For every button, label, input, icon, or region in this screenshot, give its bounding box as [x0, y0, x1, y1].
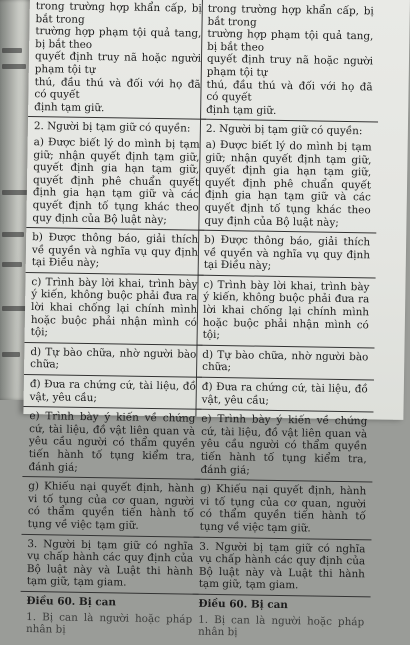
obligations-section: 3. Người bị tạm giữ có nghĩa vụ chấp hành các quy định của Bộ luật này và Luật thi hành tạm giữ, tạm giam. — [26, 537, 194, 589]
row-rule — [25, 342, 203, 346]
article-first-line: 1. Bị can là người hoặc pháp nhân bị — [197, 613, 365, 639]
rights-item: đ) Đưa ra chứng cứ, tài liệu, đồ vật, yêu cầu; — [201, 380, 368, 407]
row-rule — [22, 533, 200, 537]
edge-text-fragment — [2, 232, 24, 237]
rights-item: g) Khiếu nại quyết định, hành vi tố tụng của cơ quan, người có thẩm quyền tiến hành tố tụng về việc tạm giữ. — [27, 480, 195, 532]
row-rule — [26, 272, 204, 276]
rights-item: b) Được thông báo, giải thích về quyền và nghĩa vụ quy định tại Điều này; — [203, 233, 371, 273]
intro-line: thú, đầu thú và đối với họ đã có quyết — [34, 75, 201, 101]
row-rule — [196, 345, 374, 349]
edge-text-fragment — [2, 262, 22, 267]
intro-line: trong trường hợp khẩn cấp, bị bắt trong — [35, 0, 202, 26]
rights-item: đ) Đưa ra chứng cứ, tài liệu, đồ vật, yêu cầu; — [29, 378, 196, 404]
intro-line: trường hợp phạm tội quả tang, bị bắt theo — [207, 27, 374, 54]
rights-item: c) Trình bày lời khai, trình bày ý kiến, không buộc phải đưa ra lời khai chống lại chính mình hoặc buộc phải nhận mình có tội; — [30, 275, 198, 339]
obligations-section: 3. Người bị tạm giữ có nghĩa vụ chấp hành các quy định của Bộ luật này và Luật thi hành tạm giữ, tạm giam. — [198, 540, 366, 592]
intro-text — [206, 3, 374, 119]
row-rule — [194, 479, 372, 483]
intro-line: quyết định truy nã hoặc người phạm tội tự — [34, 50, 202, 77]
row-rule — [22, 476, 200, 480]
article-heading: Điều 60. Bị can — [26, 594, 117, 609]
edge-text-fragment — [2, 306, 26, 311]
rights-item: e) Trình bày ý kiến về chứng cứ, tài liệu, đồ vật liên quan và yêu cầu người có thẩm quyền tiến hành tố tụng kiểm tra, đánh giá; — [28, 410, 196, 474]
section-title: 2. Người bị tạm giữ có quyền: — [205, 123, 363, 138]
row-rule — [193, 536, 371, 540]
edge-text-fragment — [2, 48, 22, 53]
article-first-line: 1. Bị can là người hoặc pháp nhân bị — [25, 610, 193, 636]
rights-item: e) Trình bày ý kiến về chứng cứ, tài liệu, đồ vật liên quan và yêu cầu người có thẩm quyền tiến hành tố tụng kiểm tra, đánh giá; — [200, 412, 368, 477]
intro-line: quyết định truy nã hoặc người phạm tội tự — [206, 53, 374, 79]
row-rule — [26, 227, 204, 231]
row-rule — [198, 275, 376, 279]
intro-line: định tạm giữ. — [206, 103, 277, 117]
rights-item: b) Được thông báo, giải thích về quyền và nghĩa vụ quy định tại Điều này; — [31, 231, 199, 270]
edge-text-fragment — [2, 64, 26, 69]
row-rule — [193, 594, 371, 598]
intro-line: thú, đầu thú và đối với họ đã có quyết — [206, 78, 373, 104]
rights-item: g) Khiếu nại quyết định, hành vi tố tụng của cơ quan, người có thẩm quyền tiến hành tố tụng về việc tạm giữ. — [199, 482, 367, 535]
section-title: 2. Người bị tạm giữ có quyền: — [33, 120, 191, 135]
rights-item: d) Tự bào chữa, nhờ người bào chữa; — [30, 345, 197, 371]
rights-item: c) Trình bày lời khai, trình bày ý kiến, không buộc phải đưa ra lời khai chống lại chính mình hoặc buộc phải nhận mình có tội; — [202, 278, 370, 342]
row-rule — [24, 374, 202, 378]
intro-text — [34, 0, 202, 116]
edge-text-fragment — [2, 352, 20, 357]
left-column — [26, 0, 202, 641]
rights-item: a) Được biết lý do mình bị tạm giữ; nhận quyết định tạm giữ, quyết định gia hạn tạm giữ, quyết định phê chuẩn quyết định gia hạn tạm giữ và các quyết định tố tụng khác theo quy định của Bộ luật này; — [32, 136, 200, 226]
article-heading: Điều 60. Bị can — [198, 597, 288, 612]
rights-item: a) Được biết lý do mình bị tạm giữ; nhận quyết định tạm giữ, quyết định gia hạn tạm giữ, quyết định phê chuẩn quyết định gia hạn tạm giữ và các quyết định tố tụng khác theo quy định của Bộ luật này; — [204, 138, 372, 229]
rights-item: d) Tự bào chữa, nhờ người bào chữa; — [202, 348, 369, 374]
row-rule — [198, 230, 376, 234]
edge-text-fragment — [2, 190, 28, 195]
intro-line: trường hợp phạm tội quả tang, bị bắt theo — [35, 25, 202, 51]
row-rule — [196, 377, 374, 381]
intro-line: trong trường hợp khẩn cấp, bị bắt trong — [207, 2, 374, 29]
book-page — [23, 0, 410, 639]
intro-line: định tạm giữ. — [34, 100, 105, 114]
row-rule — [21, 591, 199, 595]
right-column — [198, 3, 374, 644]
